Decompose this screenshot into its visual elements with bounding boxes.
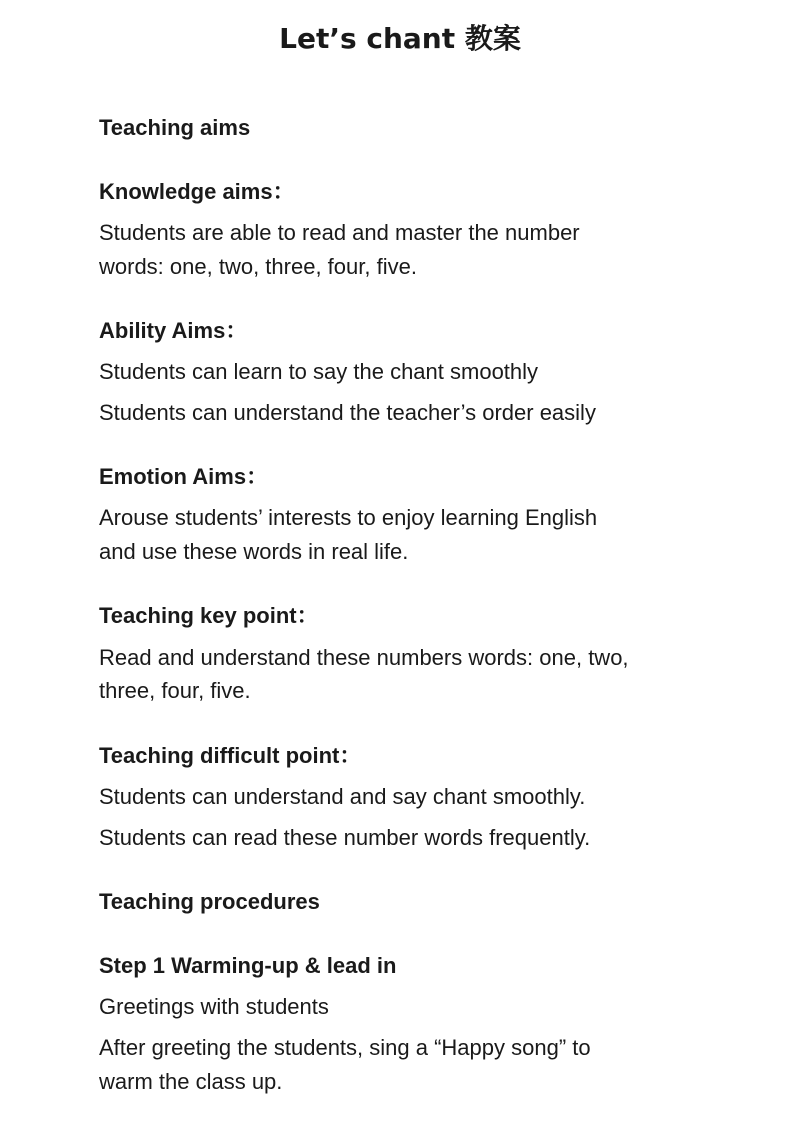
key-point-line: Read and understand these numbers words: one, two, — [99, 645, 629, 670]
procedures-heading: Teaching procedures — [99, 889, 320, 914]
emotion-aims-line: Arouse students’ interests to enjoy learning English — [99, 505, 598, 530]
knowledge-aims-line: Students are able to read and master the number — [99, 220, 580, 245]
key-point-heading: Teaching key point： — [99, 603, 319, 628]
step1-line: Greetings with students — [99, 994, 329, 1019]
emotion-aims-line: and use these words in real life. — [99, 539, 409, 564]
knowledge-aims-line: words: one, two, three, four, five. — [99, 254, 417, 279]
teaching-aims-heading: Teaching aims — [99, 115, 251, 140]
step1-heading: Step 1 Warming-up & lead in — [99, 953, 397, 978]
difficult-point-line: Students can understand and say chant smoothly. — [99, 784, 586, 809]
emotion-aims-heading: Emotion Aims： — [99, 464, 269, 489]
key-point-line: three, four, five. — [99, 678, 251, 703]
step1-line: After greeting the students, sing a “Happy song” to — [99, 1035, 591, 1060]
knowledge-aims-heading: Knowledge aims： — [99, 179, 295, 204]
difficult-point-heading: Teaching difficult point： — [99, 743, 362, 768]
difficult-point-line: Students can read these number words frequently. — [99, 825, 591, 850]
ability-aims-heading: Ability Aims： — [99, 318, 248, 343]
ability-aims-line: Students can learn to say the chant smoothly — [99, 359, 539, 384]
page-title: Let’s chant 教案 — [279, 22, 521, 55]
step1-line: warm the class up. — [99, 1069, 283, 1094]
ability-aims-line: Students can understand the teacher’s order easily — [99, 400, 596, 425]
